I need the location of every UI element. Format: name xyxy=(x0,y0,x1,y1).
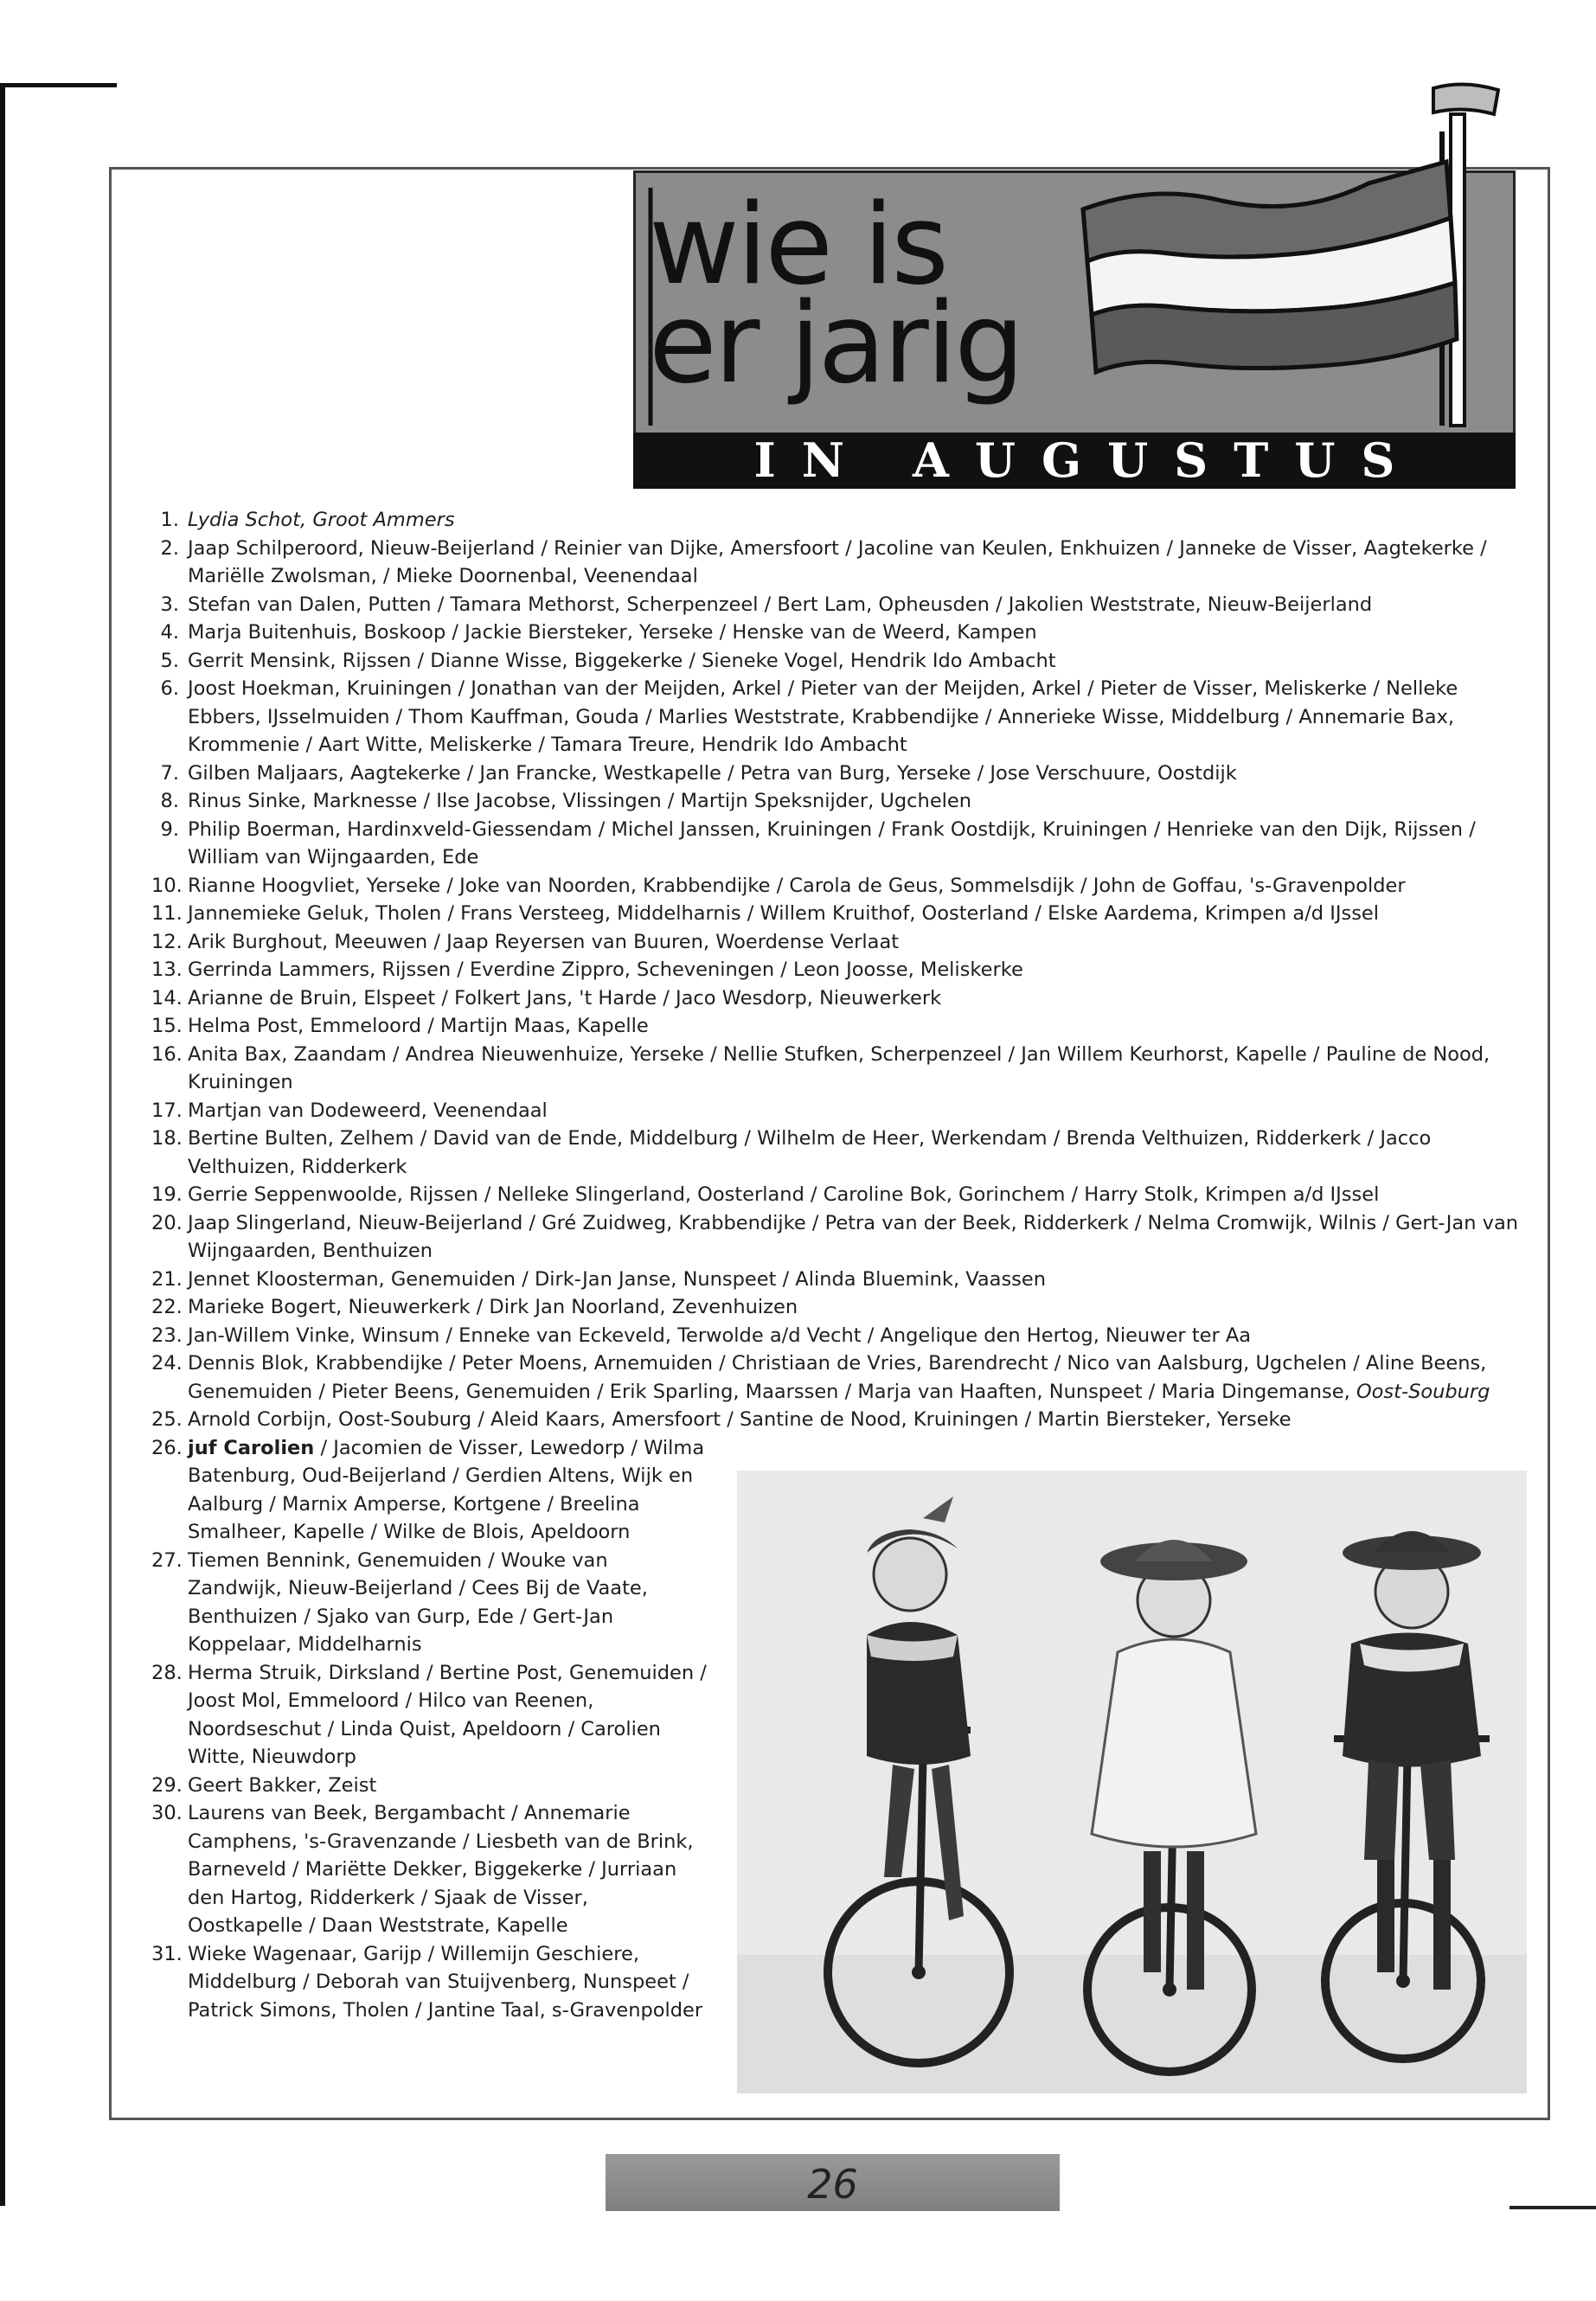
page-number: 26 xyxy=(807,2161,858,2208)
entry-text: Jaap Schilperoord, Nieuw-Beijerland / Reinier van Dijke, Amersfoort / Jacoline van Keulen, Enkhuizen / Janneke de Visser, Aagtekerke / Mariëlle Zwolsman, / Mieke Doornenbal, Veenendaal xyxy=(188,536,1487,587)
scan-edge-top xyxy=(0,83,117,87)
day-number: 26. xyxy=(151,1436,183,1459)
list-item xyxy=(151,1406,1527,1434)
entry-text: Joost Hoekman, Kruiningen / Jonathan van der Meijden, Arkel / Pieter van der Meijden, Arkel / Pieter de Visser, Meliskerke / Nelleke Ebbers, IJsselmuiden / Thom Kauffman, Gouda / Marlies Weststrate, Krabbendijke / Annerieke Wisse, Middelburg / Annemarie Bax, Krommenie / Aart Witte, Meliskerke / Tamara Treure, Hendrik Ido Ambacht xyxy=(188,677,1458,756)
entry-text: Marieke Bogert, Nieuwerkerk / Dirk Jan Noorland, Zevenhuizen xyxy=(188,1296,798,1318)
list-item xyxy=(151,1041,1527,1097)
day-number: 10. xyxy=(151,874,183,897)
entry-text: / Jacomien de Visser, Lewedorp / Wilma Batenburg, Oud-Beijerland / Gerdien Altens, Wijk en Aalburg / Marnix Amperse, Kortgene / Breelina Smalheer, Kapelle / Wilke de Blois, Apeldoorn xyxy=(188,1436,705,1543)
list-item xyxy=(151,1097,1527,1125)
entry-text: Jan-Willem Vinke, Winsum / Enneke van Eckeveld, Terwolde a/d Vecht / Angelique den Hertog, Nieuwer ter Aa xyxy=(188,1324,1252,1347)
list-item xyxy=(151,984,1527,1013)
day-number: 13. xyxy=(151,958,183,981)
list-item xyxy=(151,591,1527,619)
entry-text-italic: Oost-Souburg xyxy=(1356,1380,1490,1403)
entry-text: Arianne de Bruin, Elspeet / Folkert Jans, 't Harde / Jaco Wesdorp, Nieuwerkerk xyxy=(188,986,942,1009)
day-number: 24. xyxy=(151,1352,183,1375)
day-number: 3. xyxy=(160,593,179,616)
entry-text: Gilben Maljaars, Aagtekerke / Jan Francke, Westkapelle / Petra van Burg, Yerseke / Jose Verschuure, Oostdijk xyxy=(188,761,1237,785)
entry-text: Jennet Kloosterman, Genemuiden / Dirk-Jan Janse, Nunspeet / Alinda Bluemink, Vaassen xyxy=(188,1267,1047,1291)
entry-text: Lydia Schot, Groot Ammers xyxy=(188,509,455,531)
day-number: 12. xyxy=(151,930,183,953)
month-banner: IN AUGUSTUS xyxy=(633,433,1516,489)
entry-bold-name: juf Carolien xyxy=(188,1436,315,1459)
title-line-1: wie is xyxy=(649,181,946,310)
day-number: 19. xyxy=(151,1183,183,1206)
list-item xyxy=(151,506,1527,535)
list-item xyxy=(151,1181,1527,1209)
day-number: 14. xyxy=(151,986,183,1009)
entry-text: Rinus Sinke, Marknesse / Ilse Jacobse, Vlissingen / Martijn Speksnijder, Ugchelen xyxy=(188,790,972,812)
day-number: 4. xyxy=(160,621,179,644)
list-item xyxy=(151,1125,1527,1181)
scan-edge-left xyxy=(0,87,5,2206)
list-item xyxy=(151,1266,1527,1294)
entry-text: Gerrit Mensink, Rijssen / Dianne Wisse, Biggekerke / Sieneke Vogel, Hendrik Ido Ambacht xyxy=(188,649,1056,672)
day-number: 23. xyxy=(151,1324,183,1347)
entry-text: Stefan van Dalen, Putten / Tamara Methorst, Scherpenzeel / Bert Lam, Opheusden / Jakolien Weststrate, Nieuw-Beijerland xyxy=(188,593,1373,616)
day-number: 31. xyxy=(151,1942,183,1965)
list-item xyxy=(151,787,1527,816)
day-number: 18. xyxy=(151,1127,183,1150)
entry-text: Rianne Hoogvliet, Yerseke / Joke van Noorden, Krabbendijke / Carola de Geus, Sommelsdijk / John de Goffau, 's-Gravenpolder xyxy=(188,874,1406,897)
entry-text: Jannemieke Geluk, Tholen / Frans Versteeg, Middelharnis / Willem Kruithof, Oosterland / Elske Aardema, Krimpen a/d IJssel xyxy=(188,902,1380,925)
entry-text: Tiemen Bennink, Genemuiden / Wouke van Zandwijk, Nieuw-Beijerland / Cees Bij de Vaate, Benthuizen / Sjako van Gurp, Ede / Gert-Jan Koppelaar, Middelharnis xyxy=(188,1548,648,1656)
entry-text: Gerrinda Lammers, Rijssen / Everdine Zippro, Scheveningen / Leon Joosse, Meliskerke xyxy=(188,958,1023,981)
day-number: 30. xyxy=(151,1802,183,1824)
entry-text: Dennis Blok, Krabbendijke / Peter Moens, Arnemuiden / Christiaan de Vries, Barendrecht / Nico van Aalsburg, Ugchelen / Aline Beens, Genemuiden / Pieter Beens, Genemuiden / Erik Sparling, Maarssen / Marja van Haaften, Nunspeet / Maria Dingemanse, xyxy=(188,1352,1487,1403)
entry-text: Geert Bakker, Zeist xyxy=(188,1773,377,1797)
day-number: 15. xyxy=(151,1015,183,1037)
list-item xyxy=(151,928,1527,957)
entry-text: Bertine Bulten, Zelhem / David van de Ende, Middelburg / Wilhelm de Heer, Werkendam / Brenda Velthuizen, Ridderkerk / Jacco Velthuizen, Ridderkerk xyxy=(188,1127,1432,1178)
bicycle-illustration-icon xyxy=(737,1471,1527,2093)
list-item xyxy=(151,619,1527,647)
entry-text: Anita Bax, Zaandam / Andrea Nieuwenhuize, Yerseke / Nellie Stufken, Scherpenzeel / Jan Willem Keurhorst, Kapelle / Pauline de Nood, Kruiningen xyxy=(188,1042,1490,1093)
list-item xyxy=(151,1349,1527,1406)
day-number: 27. xyxy=(151,1548,183,1572)
list-item xyxy=(151,1012,1527,1041)
entry-text: Laurens van Beek, Bergambacht / Annemarie Camphens, 's-Gravenzande / Liesbeth van de Brink, Barneveld / Mariëtte Dekker, Biggekerke / Jurriaan den Hartog, Ridderkerk / Sjaak de Visser, Oostkapelle / Daan Weststrate, Kapelle xyxy=(188,1802,694,1937)
day-number: 17. xyxy=(151,1099,183,1122)
day-number: 28. xyxy=(151,1661,183,1684)
entry-text: Jaap Slingerland, Nieuw-Beijerland / Gré Zuidweg, Krabbendijke / Petra van der Beek, Ridderkerk / Nelma Cromwijk, Wilnis / Gert-Jan van Wijngaarden, Benthuizen xyxy=(188,1211,1518,1262)
list-item xyxy=(151,1322,1527,1350)
day-number: 16. xyxy=(151,1042,183,1066)
day-number: 25. xyxy=(151,1408,183,1431)
day-number: 8. xyxy=(160,790,179,812)
list-item xyxy=(151,647,1527,676)
day-number: 9. xyxy=(160,817,179,841)
list-item xyxy=(151,816,1527,872)
day-number: 6. xyxy=(160,677,179,700)
entry-text: Marja Buitenhuis, Boskoop / Jackie Biersteker, Yerseke / Henske van de Weerd, Kampen xyxy=(188,621,1037,644)
day-number: 11. xyxy=(151,902,183,925)
list-item xyxy=(151,956,1527,984)
day-number: 2. xyxy=(160,536,179,560)
day-number: 21. xyxy=(151,1267,183,1291)
entry-text: Helma Post, Emmeloord / Martijn Maas, Kapelle xyxy=(188,1015,649,1037)
list-item xyxy=(151,1209,1527,1266)
list-item xyxy=(151,535,1527,591)
day-number: 7. xyxy=(160,761,179,785)
day-number: 29. xyxy=(151,1773,183,1797)
title-line-2: er jarig xyxy=(649,279,1022,408)
list-item xyxy=(151,900,1527,928)
list-item xyxy=(151,760,1527,788)
entry-text: Philip Boerman, Hardinxveld-Giessendam / Michel Janssen, Kruiningen / Frank Oostdijk, Kruiningen / Henrieke van den Dijk, Rijssen / William van Wijngaarden, Ede xyxy=(188,817,1476,868)
entry-text: Herma Struik, Dirksland / Bertine Post, Genemuiden / Joost Mol, Emmeloord / Hilco van Reenen, Noordseschut / Linda Quist, Apeldoorn / Carolien Witte, Nieuwdorp xyxy=(188,1661,707,1768)
entry-text: Gerrie Seppenwoolde, Rijssen / Nelleke Slingerland, Oosterland / Caroline Bok, Gorinchem / Harry Stolk, Krimpen a/d IJssel xyxy=(188,1183,1380,1206)
day-number: 22. xyxy=(151,1296,183,1318)
list-item xyxy=(151,675,1527,760)
entry-text: Arik Burghout, Meeuwen / Jaap Reyersen van Buuren, Woerdense Verlaat xyxy=(188,930,900,953)
entry-text: Arnold Corbijn, Oost-Souburg / Aleid Kaars, Amersfoort / Santine de Nood, Kruiningen / Martin Biersteker, Yerseke xyxy=(188,1408,1292,1431)
day-number: 20. xyxy=(151,1211,183,1234)
day-number: 1. xyxy=(160,509,179,531)
scan-edge-bottom xyxy=(1509,2206,1596,2209)
header-banner xyxy=(625,80,1524,490)
children-on-bicycles-photo xyxy=(737,1471,1527,2093)
entry-text: Wieke Wagenaar, Garijp / Willemijn Geschiere, Middelburg / Deborah van Stuijvenberg, Nunspeet / Patrick Simons, Tholen / Jantine Taal, s-Gravenpolder xyxy=(188,1942,703,2022)
day-number: 5. xyxy=(160,649,179,672)
list-item xyxy=(151,1293,1527,1322)
entry-text: Martjan van Dodeweerd, Veenendaal xyxy=(188,1099,548,1122)
list-item xyxy=(151,872,1527,901)
